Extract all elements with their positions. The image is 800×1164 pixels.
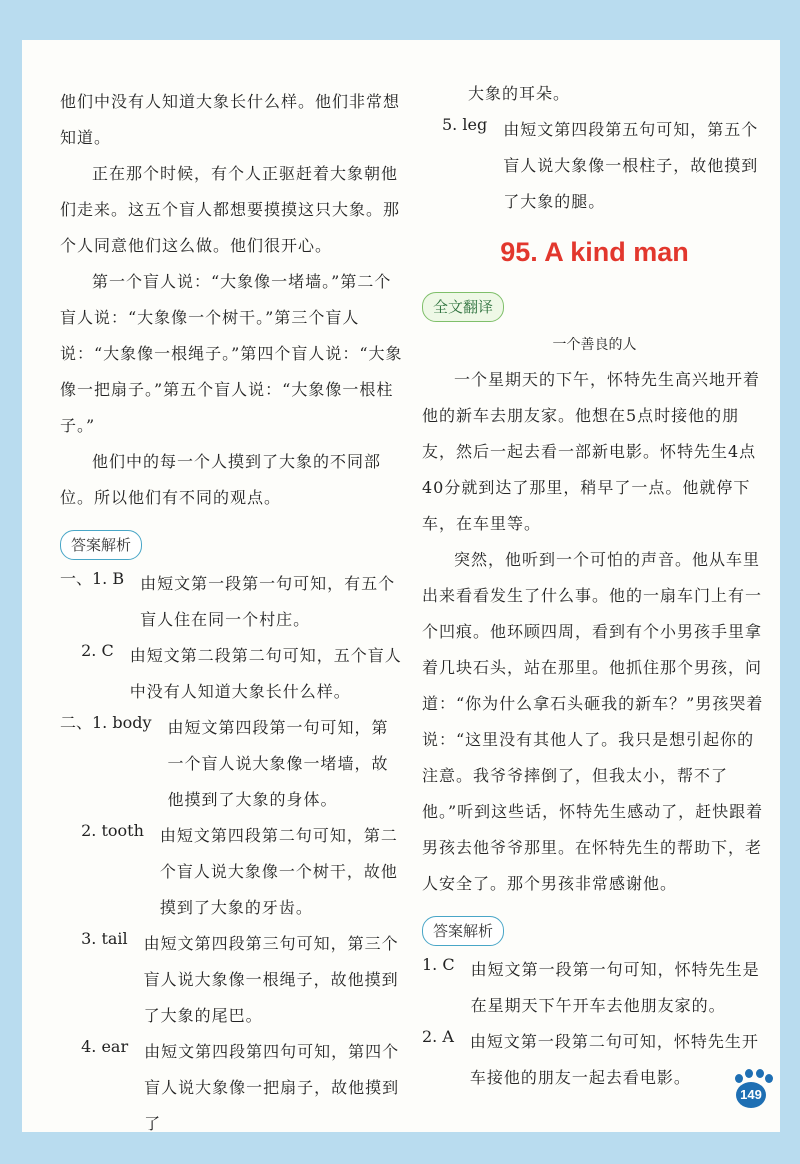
page-number-badge bbox=[730, 1068, 774, 1112]
answer-item bbox=[422, 1024, 767, 1096]
full-translation-tag: 全文翻译 bbox=[422, 292, 504, 322]
answer-item bbox=[422, 952, 767, 1024]
book-page bbox=[22, 40, 780, 1132]
translation-paragraph: 突然，他听到一个可怕的声音。他从车里出来看看发生了什么事。他的一扇车门上有一个凹痕。他环顾四周，看到有个小男孩手里拿着几块石头，站在那里。他抓住那个男孩，问道：“你为什么拿石头砸我的新车？”男孩哭着说：“这里没有其他人了。我只是想引起你的注意。我爷爷摔倒了，但我太小，帮不了他。”听到这些话，怀特先生感动了，赶快跟着男孩去他爷爷那里。在怀特先生的帮助下，老人安全了。那个男孩非常感谢他。 bbox=[422, 550, 764, 893]
answer-text: 由短文第四段第三句可知，第三个盲人说大象像一根绳子，故他摸到了大象的尾巴。 bbox=[143, 934, 399, 1025]
paw-toe bbox=[735, 1074, 743, 1083]
answer-number: 2. tooth bbox=[60, 821, 160, 840]
answer-item bbox=[60, 566, 405, 638]
section-title: 95. A kind man bbox=[500, 237, 689, 267]
answer-item bbox=[60, 818, 405, 926]
story-paragraph: 他们中没有人知道大象长什么样。他们非常想知道。 bbox=[60, 92, 401, 147]
story-paragraph: 正在那个时候，有个人正驱赶着大象朝他们走来。这五个盲人都想要摸摸这只大象。那个人同意他们这么做。他们很开心。 bbox=[60, 164, 401, 255]
paw-toe bbox=[765, 1074, 773, 1083]
paw-toe bbox=[756, 1069, 764, 1078]
right-column bbox=[422, 76, 767, 1096]
page-number: 149 bbox=[736, 1082, 766, 1108]
answer-number: 4. ear bbox=[60, 1037, 145, 1056]
story-paragraph: 第一个盲人说：“大象像一堵墙。”第二个盲人说：“大象像一个树干。”第三个盲人说：“大象像一根绳子。”第四个盲人说：“大象像一把扇子。”第五个盲人说：“大象像一根柱子。” bbox=[60, 272, 403, 435]
answer-continuation: 大象的耳朵。 bbox=[468, 84, 571, 103]
answer-text: 由短文第四段第二句可知，第二个盲人说大象像一个树干，故他摸到了大象的牙齿。 bbox=[159, 826, 398, 917]
story-paragraph: 他们中的每一个人摸到了大象的不同部位。所以他们有不同的观点。 bbox=[60, 452, 382, 507]
answer-number: 1. C bbox=[422, 955, 471, 974]
answer-number: 3. tail bbox=[60, 929, 144, 948]
answer-item bbox=[422, 112, 767, 220]
answer-number: 2. C bbox=[60, 641, 130, 660]
paw-toe bbox=[745, 1069, 753, 1078]
left-column bbox=[60, 84, 405, 1142]
answer-number: 二、1. body bbox=[60, 713, 168, 732]
answer-item bbox=[60, 1034, 405, 1142]
answer-item bbox=[60, 638, 405, 710]
answer-analysis-tag: 答案解析 bbox=[422, 916, 504, 946]
answer-text: 由短文第四段第一句可知，第一个盲人说大象像一堵墙，故他摸到了大象的身体。 bbox=[167, 718, 389, 809]
translation-title: 一个善良的人 bbox=[552, 337, 637, 353]
answer-text: 由短文第二段第二句可知，五个盲人中没有人知道大象长什么样。 bbox=[129, 646, 402, 701]
answer-number: 5. leg bbox=[442, 115, 504, 134]
translation-paragraph: 一个星期天的下午，怀特先生高兴地开着他的新车去朋友家。他想在5点时接他的朋友，然后一起去看一部新电影。怀特先生4点40分就到达了那里，稍早了一点。他就停下车，在车里等。 bbox=[422, 370, 761, 533]
answer-number: 2. A bbox=[422, 1027, 470, 1046]
answer-text: 由短文第一段第二句可知，怀特先生开车接他的朋友一起去看电影。 bbox=[469, 1032, 759, 1087]
answer-item bbox=[60, 710, 405, 818]
answer-text: 由短文第四段第五句可知，第五个盲人说大象像一根柱子，故他摸到了大象的腿。 bbox=[503, 120, 759, 211]
answer-number: 一、1. B bbox=[60, 569, 141, 588]
answer-item bbox=[60, 926, 405, 1034]
answer-text: 由短文第一段第一句可知，有五个盲人住在同一个村庄。 bbox=[140, 574, 396, 629]
answer-text: 由短文第一段第一句可知，怀特先生是在星期天下午开车去他朋友家的。 bbox=[470, 960, 760, 1015]
answer-text: 由短文第四段第四句可知，第四个盲人说大象像一把扇子，故他摸到了 bbox=[144, 1042, 400, 1133]
answer-analysis-tag: 答案解析 bbox=[60, 530, 142, 560]
